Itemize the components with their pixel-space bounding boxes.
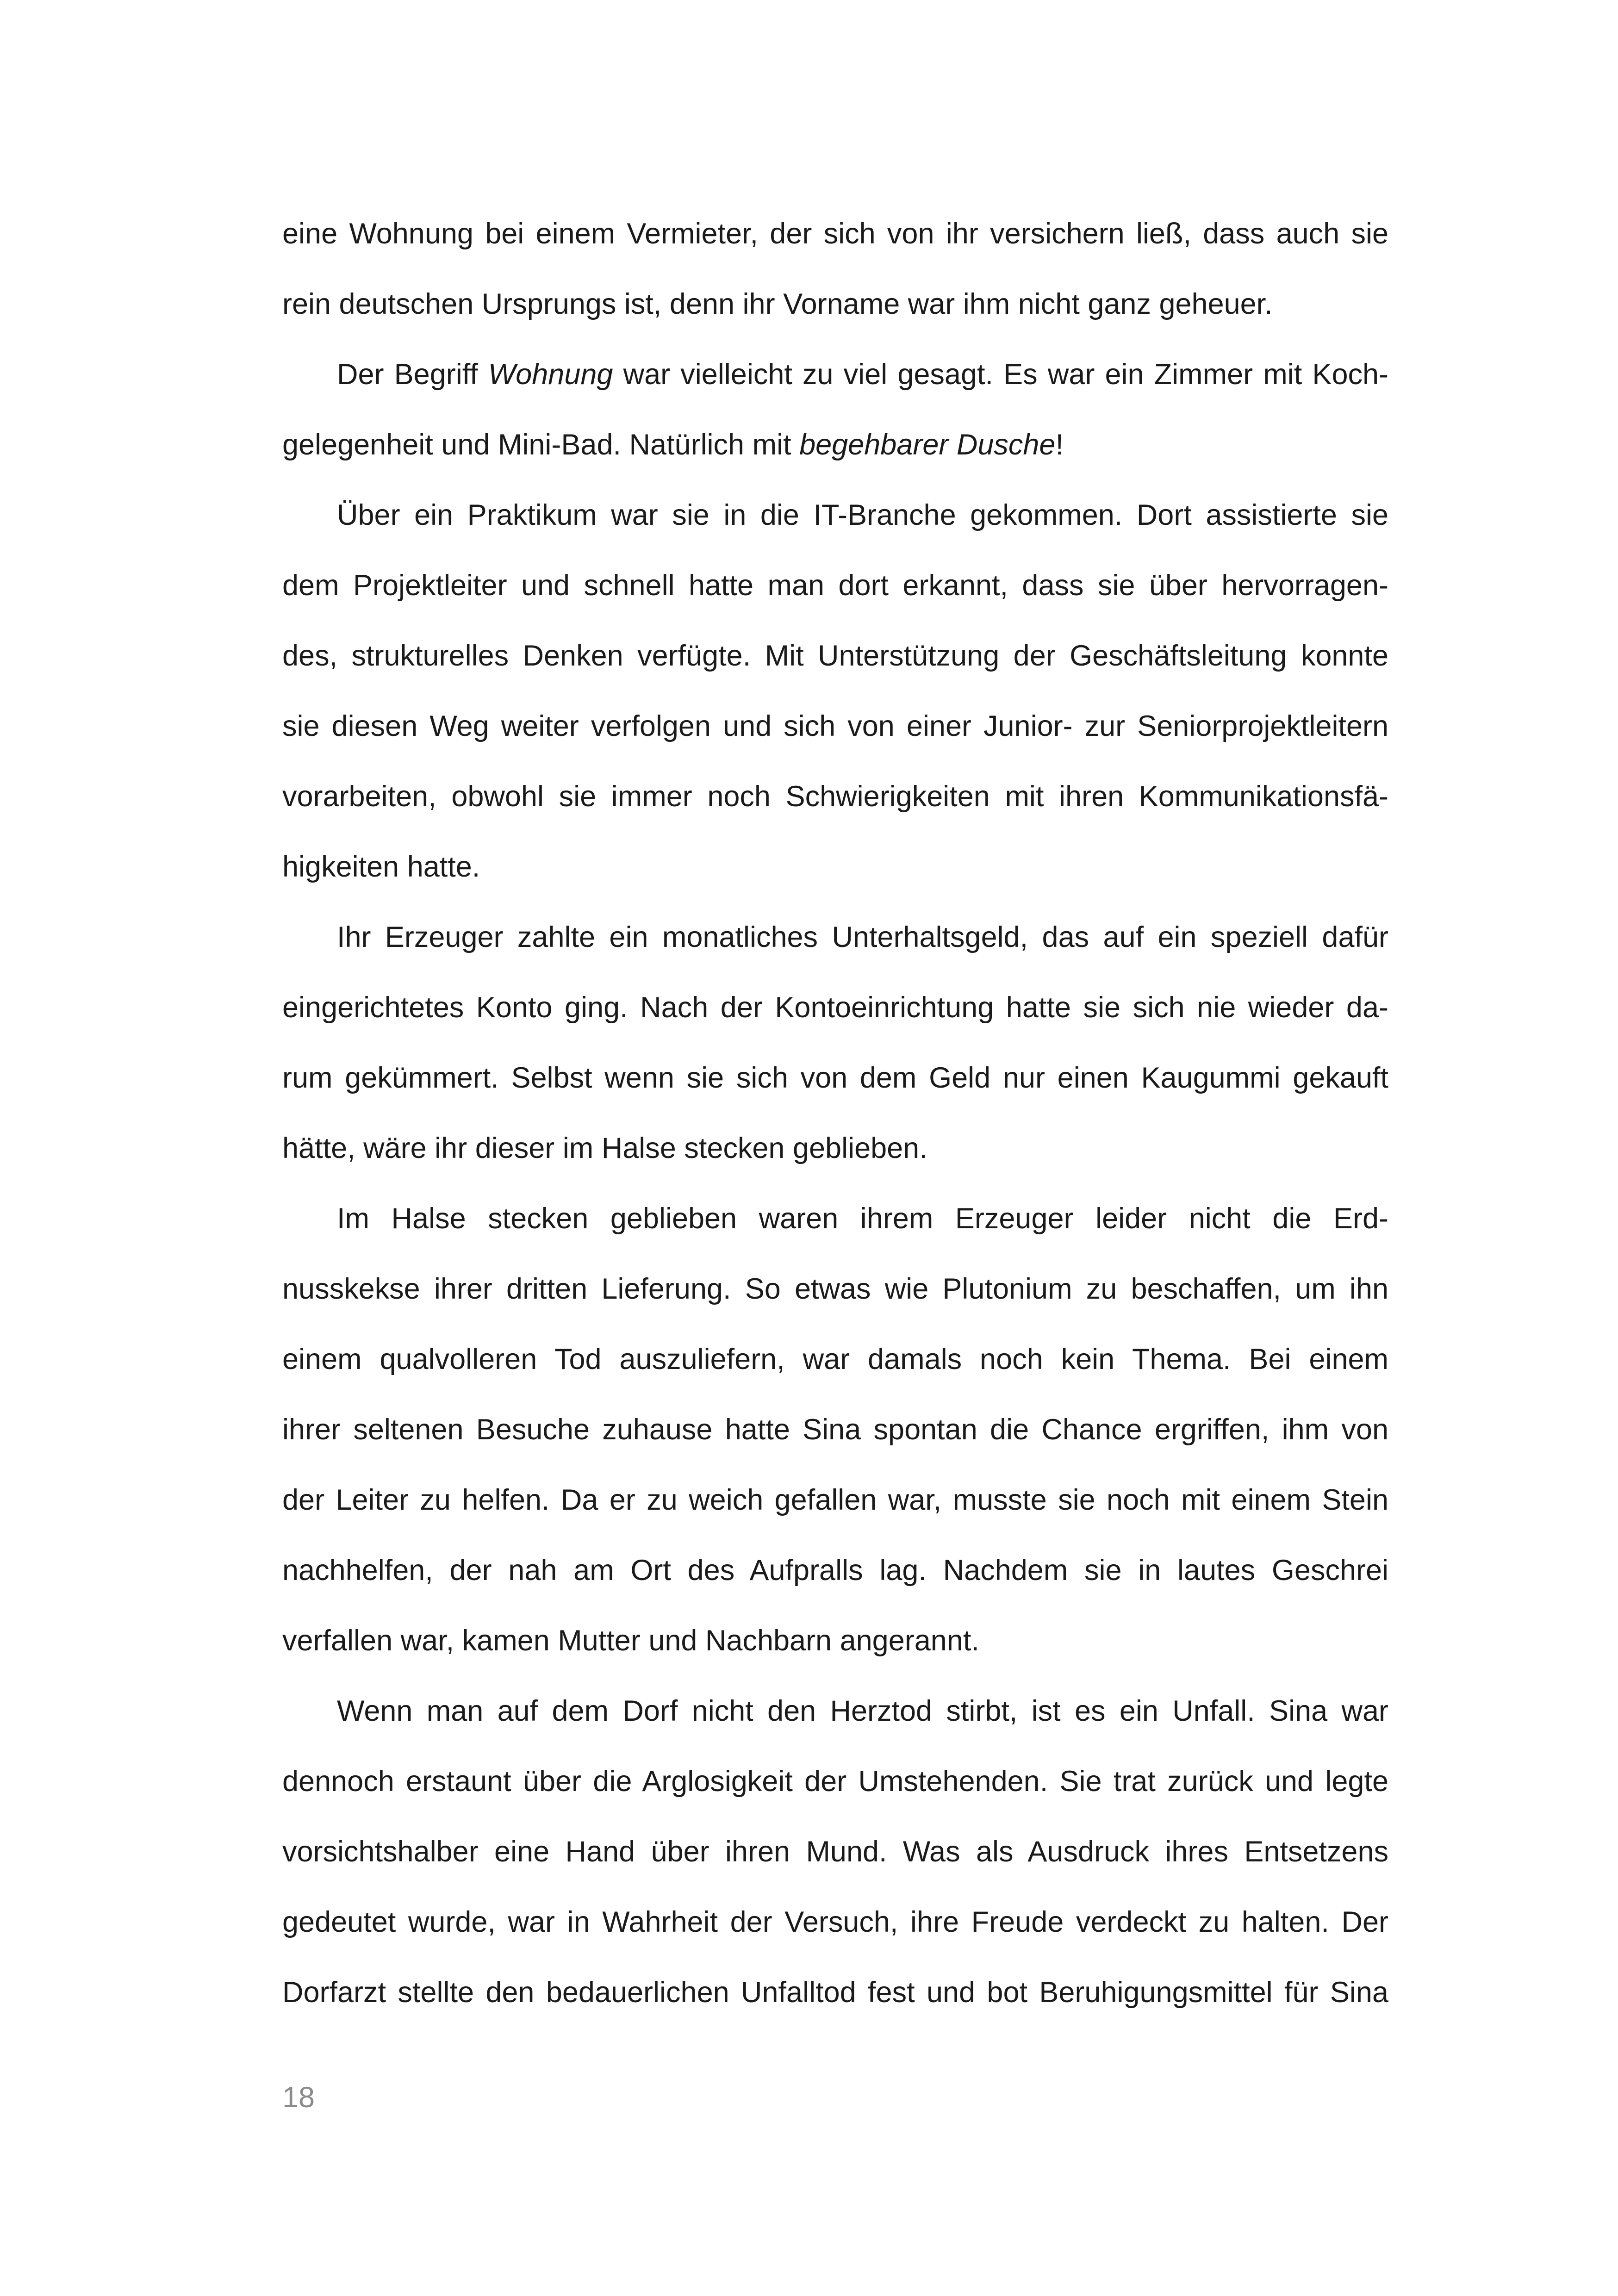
- text-line: [282, 1475, 1388, 1545]
- page-number: 18: [282, 2081, 315, 2114]
- text-line: [282, 1756, 1388, 1826]
- text-span: dennoch erstaunt über die Arglosigkeit der Umstehenden. Sie trat zurück und legte: [282, 1765, 1388, 1798]
- text-line: [282, 208, 1388, 279]
- text-line: [282, 982, 1388, 1052]
- text-span: eine Wohnung bei einem Vermieter, der sich von ihr versichern ließ, dass auch sie: [282, 218, 1388, 250]
- text-span: dem Projektleiter und schnell hatte man dort erkannt, dass sie über hervorragen-: [282, 569, 1388, 602]
- text-line: [282, 1897, 1388, 1967]
- text-span: gedeutet wurde, war in Wahrheit der Versuch, ihre Freude verdeckt zu halten. Der: [282, 1906, 1388, 1938]
- text-span: der Leiter zu helfen. Da er zu weich gefallen war, musste sie noch mit einem Stein: [282, 1484, 1388, 1516]
- text-line: [282, 279, 1388, 349]
- italic-text-span: begehbarer Dusche: [799, 429, 1056, 461]
- text-span: vorarbeiten, obwohl sie immer noch Schwierigkeiten mit ihren Kommunikationsfä-: [282, 780, 1388, 813]
- text-line: [282, 630, 1388, 701]
- text-line: [282, 1545, 1388, 1615]
- text-span: rein deutschen Ursprungs ist, denn ihr Vorname war ihm nicht ganz geheuer.: [282, 288, 1273, 320]
- text-span: Wenn man auf dem Dorf nicht den Herztod stirbt, ist es ein Unfall. Sina war: [337, 1695, 1388, 1727]
- text-span: Der Begriff: [337, 358, 488, 391]
- italic-text-span: Wohnung: [488, 358, 613, 391]
- text-span: Im Halse stecken geblieben waren ihrem Erzeuger leider nicht die Erd-: [337, 1202, 1388, 1235]
- text-span: eingerichtetes Konto ging. Nach der Kontoeinrichtung hatte sie sich nie wieder da-: [282, 991, 1388, 1024]
- text-span: des, strukturelles Denken verfügte. Mit Unterstützung der Geschäftsleitung konnte: [282, 640, 1388, 672]
- text-span: gelegenheit und Mini-Bad. Natürlich mit: [282, 429, 800, 461]
- text-line: [282, 490, 1388, 560]
- text-span: higkeiten hatte.: [282, 851, 480, 883]
- text-line: [282, 560, 1388, 630]
- text-line: [282, 1404, 1388, 1475]
- text-line: [282, 912, 1388, 982]
- text-line: [282, 1193, 1388, 1263]
- text-line: [282, 841, 1388, 912]
- text-span: Über ein Praktikum war sie in die IT-Branche gekommen. Dort assistierte sie: [337, 499, 1388, 531]
- text-span: sie diesen Weg weiter verfolgen und sich von einer Junior- zur Seniorprojektleitern: [282, 710, 1388, 742]
- text-line: [282, 419, 1388, 490]
- text-span: Dorfarzt stellte den bedauerlichen Unfalltod fest und bot Beruhigungsmittel für Sina: [282, 1976, 1388, 2009]
- text-line: [282, 1826, 1388, 1897]
- text-span: !: [1055, 429, 1064, 461]
- text-span: nusskekse ihrer dritten Lieferung. So etwas wie Plutonium zu beschaffen, um ihn: [282, 1273, 1388, 1305]
- text-line: [282, 349, 1388, 419]
- text-span: ihrer seltenen Besuche zuhause hatte Sina spontan die Chance ergriffen, ihm von: [282, 1413, 1388, 1446]
- text-span: nachhelfen, der nah am Ort des Aufpralls lag. Nachdem sie in lautes Geschrei: [282, 1554, 1388, 1587]
- text-span: einem qualvolleren Tod auszuliefern, war damals noch kein Thema. Bei einem: [282, 1343, 1388, 1375]
- text-span: vorsichtshalber eine Hand über ihren Mund. Was als Ausdruck ihres Entsetzens: [282, 1836, 1388, 1868]
- text-line: [282, 1123, 1388, 1193]
- text-line: [282, 1334, 1388, 1404]
- text-span: verfallen war, kamen Mutter und Nachbarn angerannt.: [282, 1624, 979, 1657]
- page-body-text: [282, 208, 1388, 2037]
- text-line: [282, 771, 1388, 841]
- text-span: rum gekümmert. Selbst wenn sie sich von dem Geld nur einen Kaugummi gekauft: [282, 1062, 1388, 1094]
- text-span: war vielleicht zu viel gesagt. Es war ein Zimmer mit Koch-: [613, 358, 1388, 391]
- text-span: Ihr Erzeuger zahlte ein monatliches Unterhaltsgeld, das auf ein speziell dafür: [337, 921, 1388, 953]
- text-line: [282, 1263, 1388, 1334]
- text-line: [282, 1615, 1388, 1686]
- text-line: [282, 1686, 1388, 1756]
- text-line: [282, 1967, 1388, 2037]
- text-span: hätte, wäre ihr dieser im Halse stecken geblieben.: [282, 1132, 927, 1164]
- text-line: [282, 701, 1388, 771]
- text-line: [282, 1052, 1388, 1123]
